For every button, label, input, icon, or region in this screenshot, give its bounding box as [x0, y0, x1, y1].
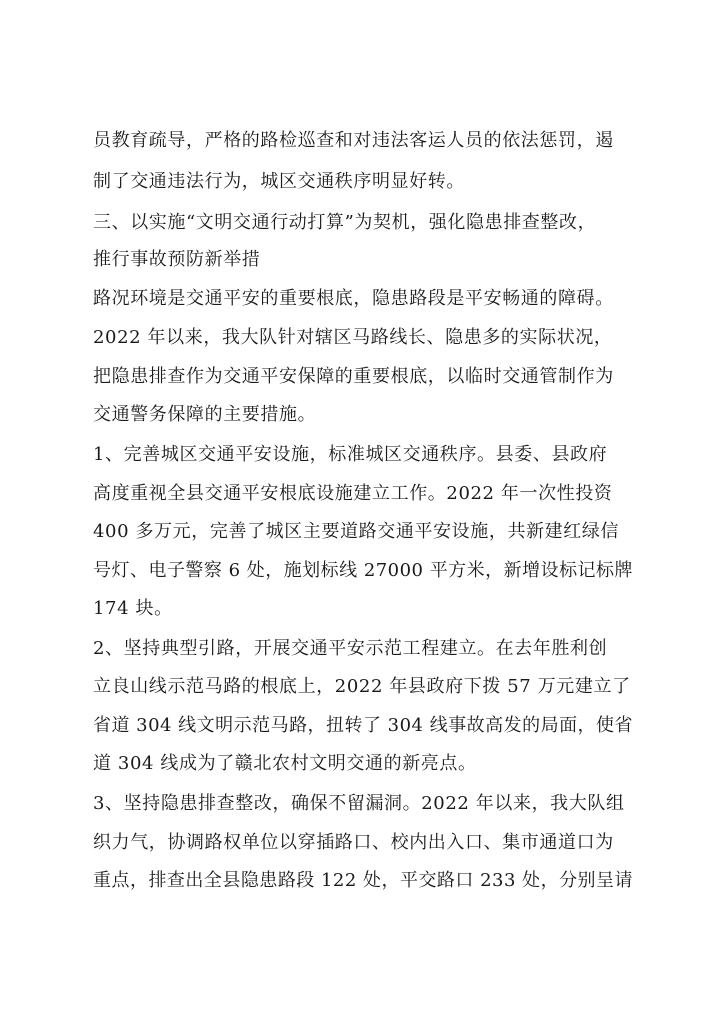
- text-line: 3、坚持隐患排查整改，确保不留漏洞。2022 年以来，我大队组: [93, 793, 625, 814]
- text-line: 号灯、电子警察 6 处，施划标线 27000 平方米，新增设标记标牌: [93, 560, 633, 581]
- text-line: 制了交通违法行为，城区交通秩序明显好转。: [93, 171, 465, 192]
- text-line: 织力气，协调路权单位以穿插路口、校内出入口、集市通道口为: [93, 832, 614, 853]
- text-line: 重点，排查出全县隐患路段 122 处，平交路口 233 处，分别呈请: [93, 870, 633, 891]
- text-line: 把隐患排查作为交通平安保障的重要根底，以临时交通管制作为: [93, 366, 614, 387]
- text-line: 省道 304 线文明示范马路，扭转了 304 线事故高发的局面，使省: [93, 715, 633, 736]
- text-line: 174 块。: [93, 598, 173, 619]
- section-heading-line: 推行事故预防新举措: [93, 249, 261, 270]
- text-line: 路况环境是交通平安的重要根底，隐患路段是平安畅通的障碍。: [93, 288, 614, 309]
- text-line: 交通警务保障的主要措施。: [93, 404, 317, 425]
- text-line: 高度重视全县交通平安根底设施建立工作。2022 年一次性投资: [93, 483, 613, 504]
- text-line: 1、完善城区交通平安设施，标准城区交通秩序。县委、县政府: [93, 444, 608, 465]
- text-line: 2、坚持典型引路，开展交通平安示范工程建立。在去年胜利创: [93, 638, 608, 659]
- text-line: 2022 年以来，我大队针对辖区马路线长、隐患多的实际状况，: [93, 327, 613, 348]
- text-line: 400 多万元，完善了城区主要道路交通平安设施，共新建红绿信: [93, 521, 620, 542]
- text-line: 道 304 线成为了赣北农村文明交通的新亮点。: [93, 753, 477, 774]
- text-line: 立良山线示范马路的根底上，2022 年县政府下拨 57 万元建立了: [93, 676, 631, 697]
- text-line: 员教育疏导，严格的路检巡查和对违法客运人员的依法惩罚，遏: [93, 130, 614, 151]
- section-heading-line: 三、以实施“文明交通行动打算”为契机，强化隐患排查整改，: [93, 212, 597, 233]
